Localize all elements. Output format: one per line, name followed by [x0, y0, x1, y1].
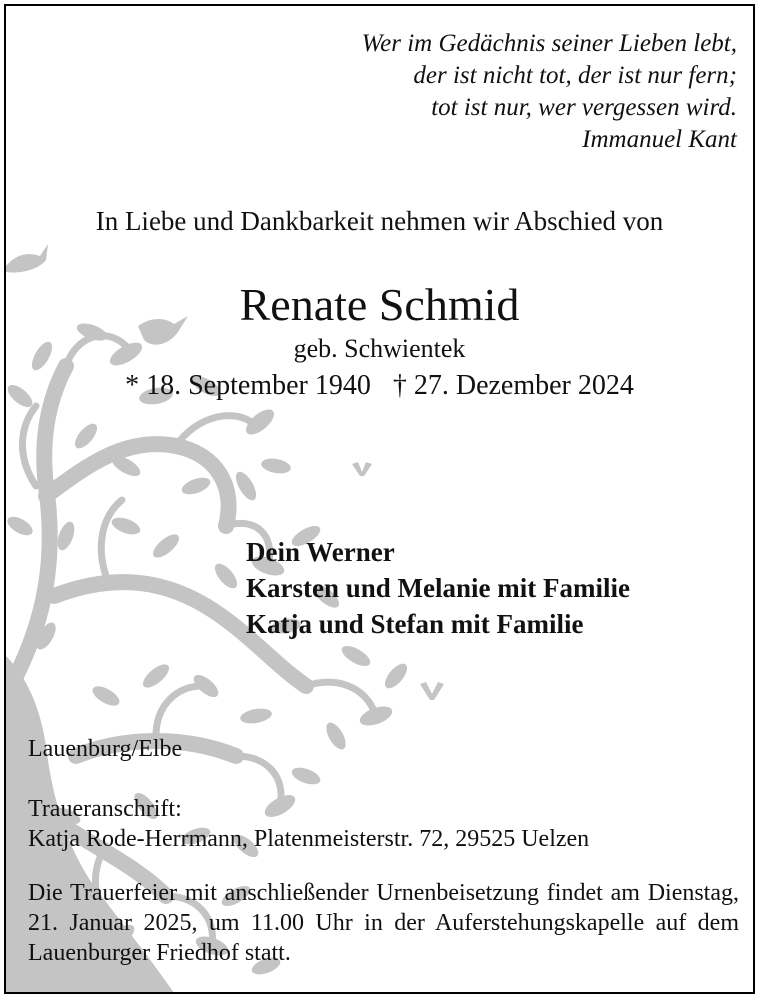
farewell-intro: In Liebe und Dankbarkeit nehmen wir Abschied von — [95, 206, 664, 236]
mourners-list — [246, 534, 630, 642]
mourning-address — [28, 794, 589, 854]
quote-line: Wer im Gedächnis seiner Lieben lebt, — [361, 30, 737, 57]
mourner-line: Katja und Stefan mit Familie — [246, 609, 584, 639]
place: Lauenburg/Elbe — [28, 736, 183, 762]
bird-left — [6, 244, 48, 273]
quote-line: der ist nicht tot, der ist nur fern; — [413, 62, 737, 89]
quote-author: Immanuel Kant — [582, 126, 737, 153]
address-line: Katja Rode-Herrmann, Platenmeisterstr. 72, 29525 Uelzen — [28, 826, 590, 852]
mourner-line: Dein Werner — [246, 537, 395, 567]
butterfly-top — [352, 462, 372, 476]
butterfly-bottom — [420, 682, 444, 700]
life-dates — [6, 370, 753, 402]
obituary-frame — [4, 4, 755, 994]
funeral-service-info: Die Trauerfeier mit anschließender Urnenbeisetzung findet am Dienstag, 21. Januar 2025, um 11.00 Uhr in der Auferstehungskapelle auf dem Lauenburger Friedhof statt. — [28, 880, 739, 966]
quote-line: tot ist nur, wer vergessen wird. — [431, 94, 737, 121]
deceased-name: Renate Schmid — [239, 279, 520, 330]
mourner-line: Karsten und Melanie mit Familie — [246, 573, 630, 603]
birth-name: geb. Schwientek — [293, 334, 466, 363]
death-date: † 27. Dezember 2024 — [392, 370, 634, 401]
address-label: Traueranschrift: — [28, 796, 182, 822]
memorial-quote — [362, 28, 737, 156]
birth-date: * 18. September 1940 — [125, 370, 371, 401]
